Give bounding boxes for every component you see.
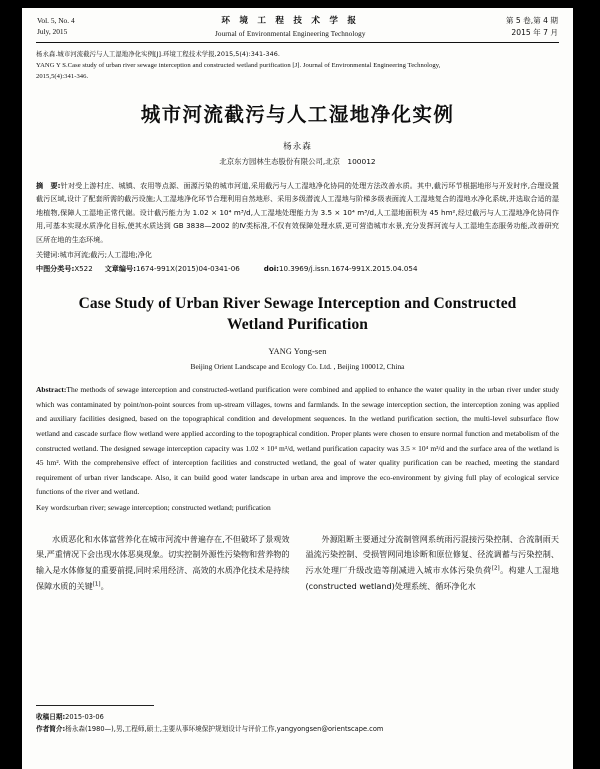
keywords-en [36, 501, 559, 516]
article-id-segment [105, 262, 240, 275]
keywords-cn [36, 248, 559, 261]
received-date-line [36, 711, 559, 723]
volume-en: Vol. 5, No. 4 [37, 16, 75, 25]
clc-segment [36, 262, 93, 275]
article-id-label: 文章编号: [104, 264, 136, 274]
citation-block [36, 49, 559, 83]
reference-marker-1: [1] [92, 581, 101, 588]
body-column-right [306, 532, 560, 595]
body-left-tail: 。 [100, 580, 109, 591]
body-column-left [36, 532, 290, 595]
keywords-cn-text: 城市河流;截污;人工湿地;净化 [59, 249, 152, 259]
doi-segment [264, 262, 418, 275]
journal-title-cn: 环 境 工 程 技 术 学 报 [221, 16, 360, 26]
journal-title-en: Journal of Environmental Engineering Technology [214, 29, 366, 38]
abstract-cn-text: 针对受上游村庄、城镇、农用等点源、面源污染的城市河道,采用截污与人工湿地净化协同的处理方法改善水质。其中,截污环节根据地形与开发时序,合理设置截污区域,设计了配套所需的截污设施;人工湿地净化环节合理利用自然地形、采用多级潜流人工湿地与阶梯多级表面流人工湿地复合的湿地水净化系统,并选取合适的湿地植物,保障人工湿地正常代谢。设计截污能力为 1.02 × 10⁴ m³/d,人工湿地处理能力为 3.5 × 10⁴ m³/d,人工湿地面积为 45 hm²,经过截污与人工湿地净化协同作用,可基本实现水质净化目标,使其水质达到 GB 3838—2002 的Ⅳ类标准,不仅有效保障处理水质,更可营造城市水景,充分发挥河流与人工湿地生态服务功能,改善研究区所在地的生态环境。 [36, 180, 559, 245]
masthead-divider [36, 42, 559, 43]
date-en: July, 2015 [37, 27, 68, 37]
masthead [36, 15, 559, 40]
author-bio-line [36, 723, 559, 735]
clc-label: 中图分类号: [36, 264, 75, 274]
author-en: YANG Yong-sen [268, 347, 327, 356]
citation-cn: 杨永森.城市河流截污与人工湿地净化实例[J].环境工程技术学报,2015,5(4):341-346. [36, 49, 280, 58]
body-paragraph-right [306, 532, 560, 595]
citation-en-line2: 2015,5(4):341-346. [36, 73, 89, 81]
body-left-text: 水质恶化和水体富营养化在城市河流中普遍存在,不但破坏了景观效果,严重情况下会出现水体恶臭现象。切实控制外源性污染物和营养物的输入是水体修复的重要前提,同时采用经济、高效的水质净化技术是持续保障水质的关键 [36, 533, 290, 591]
clc-value: X522 [74, 264, 93, 274]
received-date-value: 2015-03-06 [65, 712, 104, 721]
abstract-en-text: The methods of sewage interception and constructed-wetland purification were combined and applied to enhance the water quality in the urban river under study which was contaminated by point/non-point sources from up-stream villages, towns and farmlands. In the sewage interception section, the interception zoning was applied and auxiliary facilities designed, based on the topographical condition and development sequences. In the wetland purification section, the multi-level subsurface flow wetland and cascade surface flow wetland were applied according to the topographical condition. Proper plants were chosen to ensure normal function and metabolism of the constructed wetland. The designed sewage interception capacity was 1.02 × 10⁴ m³/d, wetland purification capacity was 3.5 × 10⁴ m³/d and the surface area of the wetland is 45 hm². With the comprehensive effect of interception facilities and constructed wetland, the goal of water quality purification can be reached, meeting the standard requirement of urban river landscape. Also, it can build good water landscape in urban area and improve the eco-environment by giving full play of ecological service functions of the river and wetland. [36, 385, 559, 497]
author-bio-label: 作者简介: [36, 724, 66, 733]
author-bio-value: 杨永森(1980—),男,工程师,硕士,主要从事环境保护规划设计与评价工作,yangyongsen@orientscape.com [65, 724, 384, 733]
volume-cn: 第 5 卷,第 4 期 [505, 16, 558, 25]
affiliation-en: Beijing Orient Landscape and Ecology Co. Ltd. , Beijing 100012, China [190, 362, 405, 371]
article-id-value: 1674-991X(2015)04-0341-06 [135, 264, 240, 274]
received-date-label: 收稿日期: [36, 712, 66, 721]
body-right-tail: 。构建人工湿地(constructed wetland)处理系统、循环净化水 [305, 565, 559, 591]
body-paragraph-left [36, 532, 290, 595]
abstract-cn-label: 摘 要: [36, 180, 61, 190]
date-cn: 2015 年 7 月 [511, 27, 558, 37]
citation-en-line1: YANG Y S.Case study of urban river sewage interception and constructed wetland purification [J]. Journal of Environmental Engineering Technology, [36, 61, 441, 69]
keywords-cn-label: 关键词: [36, 249, 60, 259]
abstract-en [36, 383, 559, 500]
keywords-en-text: urban river; sewage interception; constructed wetland; purification [70, 503, 271, 512]
page-title-cn: 城市河流截污与人工湿地净化实例 [140, 102, 455, 126]
affiliation-cn: 北京东方园林生态股份有限公司,北京 100012 [219, 156, 376, 166]
masthead-center [75, 15, 506, 40]
abstract-cn [36, 179, 559, 247]
masthead-left [37, 15, 75, 38]
body-columns [36, 532, 559, 595]
body-right-text: 外源阻断主要通过分流制管网系统雨污混接污染控制、合流制雨天溢流污染控制、受损管网同地诊断和原位修复、径流调蓄与污染控制、污水处理厂升级改造等削减进入城市水体污染负荷 [305, 533, 559, 576]
footnote-block [36, 705, 559, 735]
footnote-divider [36, 705, 154, 706]
masthead-right [506, 15, 558, 39]
journal-page [22, 8, 573, 769]
clc-doi-line [36, 262, 559, 275]
abstract-en-label: Abstract: [36, 385, 67, 394]
page-title-en: Case Study of Urban River Sewage Interception and Constructed Wetland Purification [78, 294, 517, 334]
doi-value: 10.3969/j.issn.1674-991X.2015.04.054 [279, 264, 418, 274]
reference-marker-2: [2] [491, 565, 500, 572]
keywords-en-label: Key words: [36, 503, 71, 512]
author-cn: 杨永森 [283, 141, 312, 152]
doi-label: doi: [263, 264, 279, 274]
